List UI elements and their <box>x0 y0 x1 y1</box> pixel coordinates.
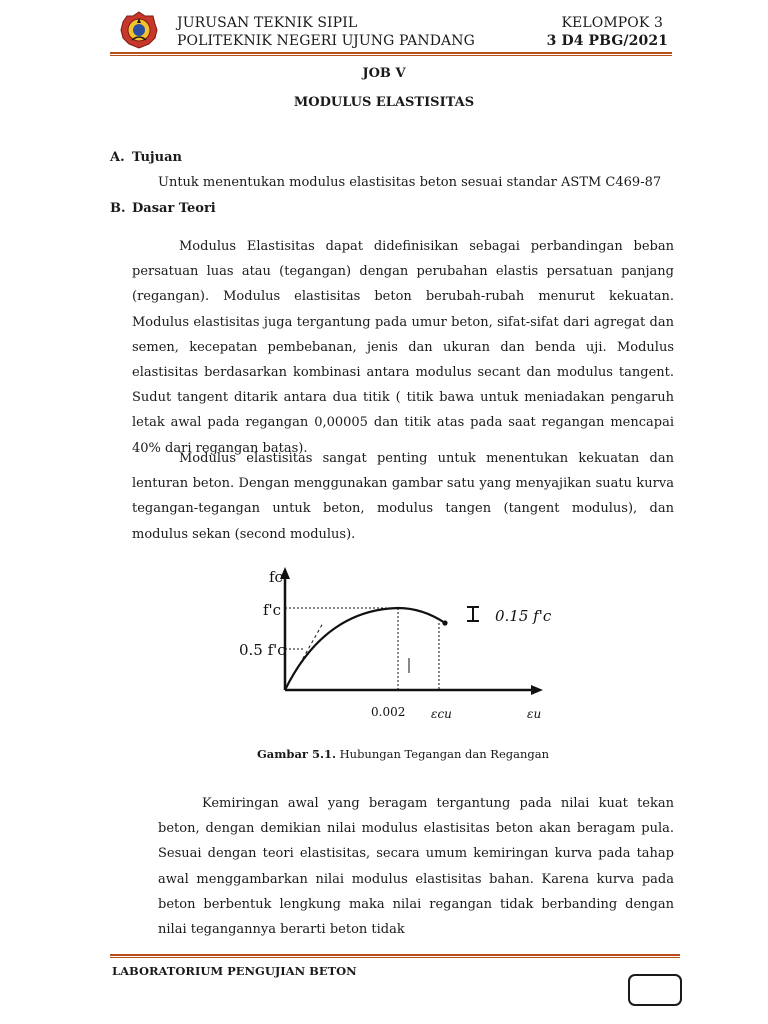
page-number-box <box>628 974 682 1006</box>
section-b-label: B. <box>110 201 126 216</box>
paragraph-1 <box>132 234 674 461</box>
figure-caption <box>0 747 768 761</box>
ultimate-point <box>442 620 447 625</box>
header-class-year: 3 D4 PBG/2021 <box>546 33 668 49</box>
header-group: KELOMPOK 3 <box>561 15 663 31</box>
footer-rule-thin <box>110 957 680 958</box>
paragraph-3-text: Kemiringan awal yang beragam tergantung pada nilai kuat tekan beton, dengan demikian nilai modulus elastisitas beton akan beragam pula. Sesuai dengan teori elastisitas, secara umum kemiringan kurva pada tahap awal menggambarkan nilai modulus elastisitas bahan. Karena kurva pada beton berbentuk lengkung maka nilai regangan tidak berbanding dengan nilai tegangannya berarti beton tidak <box>158 796 674 938</box>
paragraph-3 <box>158 791 674 942</box>
footer-lab: LABORATORIUM PENGUJIAN BETON <box>112 964 357 978</box>
polytechnic-logo-icon <box>119 10 159 50</box>
footer-rule <box>110 954 680 956</box>
y-axis-label: fc <box>269 568 283 586</box>
peak-label: f'c <box>263 601 282 619</box>
x-axis-arrow <box>531 685 543 695</box>
header-institution: POLITEKNIK NEGERI UJUNG PANDANG <box>177 33 475 49</box>
x-tick-label: 0.002 <box>371 705 406 719</box>
section-a-label: A. <box>110 150 125 165</box>
caption-text: Hubungan Tegangan dan Regangan <box>335 747 550 761</box>
section-a-title: Tujuan <box>132 150 182 165</box>
stress-strain-figure <box>233 563 568 723</box>
page-title: MODULUS ELASTISITAS <box>293 95 475 110</box>
paragraph-2-text: Modulus elastisitas sangat penting untuk menentukan kekuatan dan lenturan beton. Dengan menggunakan gambar satu yang menyajikan suatu kurva tegangan-tegangan untuk beton, modulus tangen (tangent modulus), dan modulus sekan (second modulus). <box>132 451 674 542</box>
header-rule-thin <box>110 55 672 56</box>
section-b-title: Dasar Teori <box>132 201 216 216</box>
stress-strain-curve <box>285 608 445 690</box>
section-a-text: Untuk menentukan modulus elastisitas beton sesuai standar ASTM C469-87 <box>158 175 662 190</box>
eu-label: εu <box>527 707 542 721</box>
paragraph-2 <box>132 446 674 547</box>
caption-number: Gambar 5.1. <box>256 747 336 761</box>
paragraph-1-text: Modulus Elastisitas dapat didefinisikan sebagai perbandingan beban persatuan luas atau (tegangan) dengan perubahan elastis persatuan panjang (regangan). Modulus elastisitas beton berubah-rubah menurut kekuatan. Modulus elastisitas juga tergantung pada umur beton, sifat-sifat dari agregat dan semen, kecepatan pembebanan, jenis dan ukuran dan benda uji. Modulus elastisitas berdasarkan kombinasi antara modulus secant dan modulus tangent. Sudut tangent ditarik antara dua titik ( titik bawa untuk meniadakan pengaruh letak awal pada regangan 0,00005 dan titik atas pada saat regangan mencapai 40% dari regangan batas). <box>132 239 674 456</box>
half-label: 0.5 f'c <box>239 641 286 659</box>
header-department: JURUSAN TEKNIK SIPIL <box>177 15 358 31</box>
header-rule <box>110 52 672 54</box>
job-number: JOB V <box>362 66 406 81</box>
ecu-label: εcu <box>431 707 452 721</box>
drop-label: 0.15 f'c <box>495 607 552 625</box>
